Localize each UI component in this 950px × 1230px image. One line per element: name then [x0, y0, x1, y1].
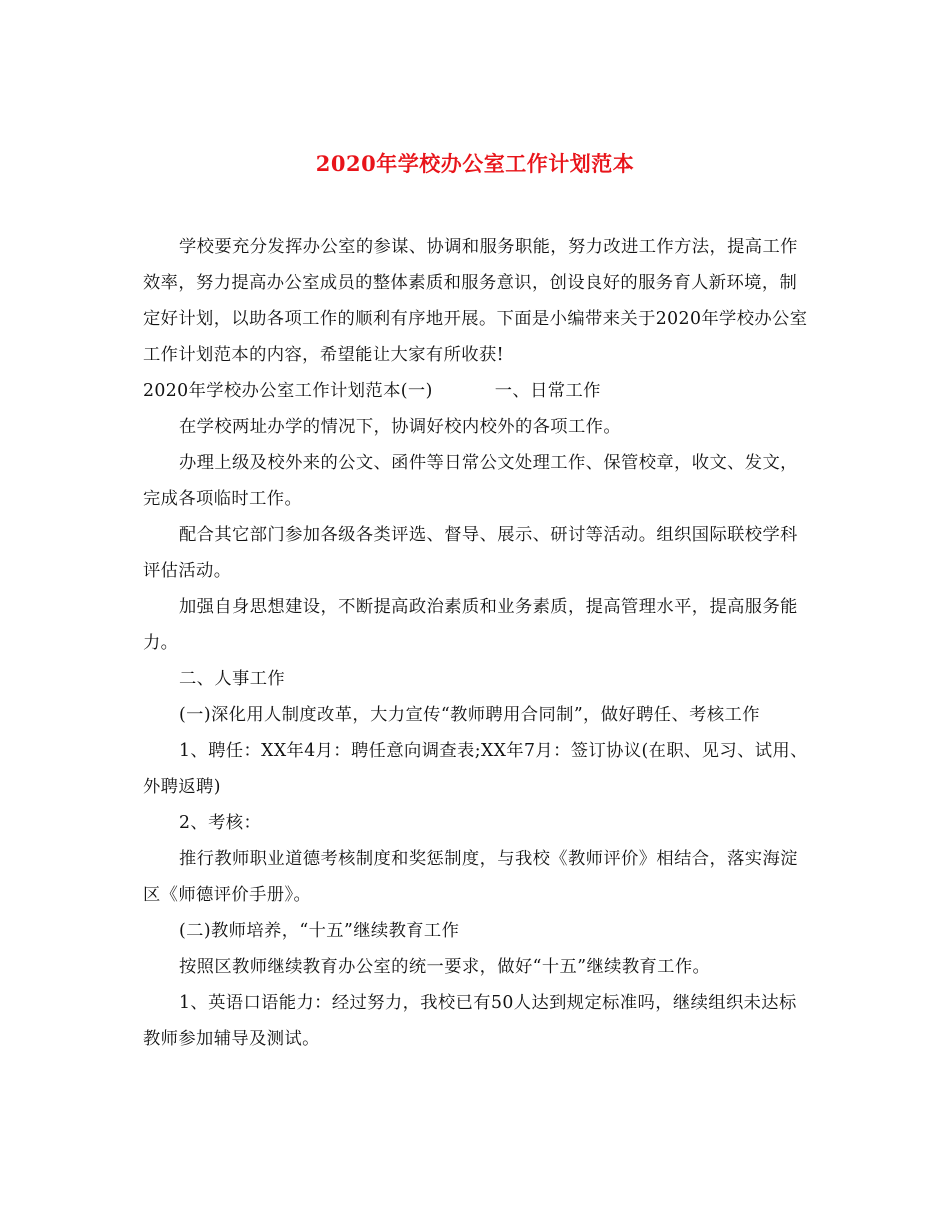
section-heading-line: [143, 373, 810, 409]
document-body: [143, 229, 810, 1057]
subsection-heading: (二)教师培养，“十五”继续教育工作: [179, 921, 460, 941]
paragraph: 推行教师职业道德考核制度和奖惩制度，与我校《教师评价》相结合，落实海淀区《师德评价手册》。: [143, 849, 798, 905]
subsection-heading: (一)深化用人制度改革，大力宣传“教师聘用合同制”，做好聘任、考核工作: [179, 705, 760, 725]
paragraph: 按照区教师继续教育办公室的统一要求，做好“十五”继续教育工作。: [179, 957, 711, 977]
paragraph: 加强自身思想建设，不断提高政治素质和业务素质，提高管理水平，提高服务能力。: [143, 597, 798, 653]
paragraph: 配合其它部门参加各级各类评选、督导、展示、研讨等活动。组织国际联校学科评估活动。: [143, 525, 798, 581]
section-heading-right: 一、日常工作: [494, 381, 601, 401]
paragraph: 2、考核：: [179, 813, 262, 833]
paragraph: 1、聘任：XX年4月：聘任意向调查表;XX年7月：签订协议(在职、见习、试用、外聘返聘): [143, 741, 808, 797]
paragraph: 在学校两址办学的情况下，协调好校内校外的各项工作。: [179, 417, 622, 437]
document-title: 2020年学校办公室工作计划范本: [315, 151, 635, 176]
paragraph: 1、英语口语能力：经过努力，我校已有50人达到规定标准吗，继续组织未达标教师参加辅导及测试。: [143, 993, 797, 1049]
section-heading-left: 2020年学校办公室工作计划范本(一): [143, 381, 433, 401]
intro-paragraph: 学校要充分发挥办公室的参谋、协调和服务职能，努力改进工作方法，提高工作效率，努力提高办公室成员的整体素质和服务意识，创设良好的服务育人新环境，制定好计划，以助各项工作的顺利有序地开展。下面是小编带来关于2020年学校办公室工作计划范本的内容，希望能让大家有所收获!: [143, 237, 808, 365]
paragraph: 办理上级及校外来的公文、函件等日常公文处理工作、保管校章，收文、发文，完成各项临时工作。: [143, 453, 798, 509]
section-heading: 二、人事工作: [179, 669, 286, 689]
